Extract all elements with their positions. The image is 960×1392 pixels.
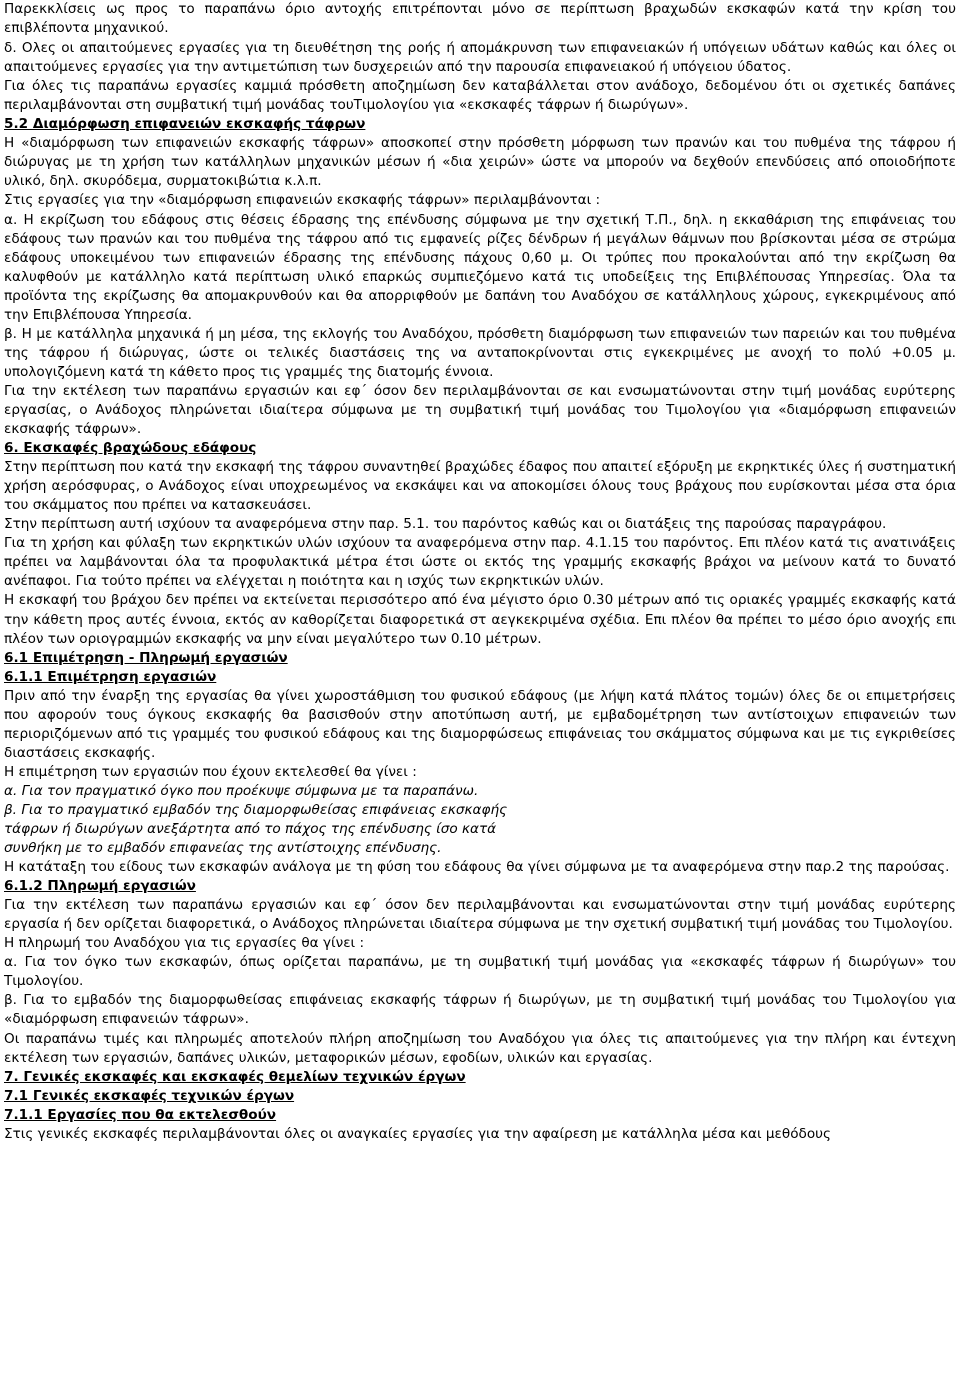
paragraph: Η κατάταξη του είδους των εκσκαφών ανάλογα με τη φύση του εδάφους θα γίνει σύμφωνα με τα αναφερόμενα στην παρ.2 της παρούσας. [4, 859, 950, 876]
subsection-heading: 7.1.1 Εργασίες που θα εκτελεσθούν [4, 1106, 277, 1123]
paragraph: Στις εργασίες για την «διαμόρφωση επιφανειών εκσκαφής τάφρων» περιλαμβάνονται : [4, 192, 601, 209]
paragraph: β. Η με κατάλληλα μηχανικά ή μη μέσα, της εκλογής του Αναδόχου, πρόσθετη διαμόρφωση των επιφανειών των παρειών και του πυθμένα της τάφρου ή διώρυγας, ώστε οι τελικές διαστάσεις της να ανταποκρίνονται στις εγκεκριμένες με ανοχή το πολύ +0.05 μ. υπολογιζόμενη κατά τη κάθετο προς τις γραμμές της διατομής έννοια. [4, 325, 956, 380]
paragraph: α. Η εκρίζωση του εδάφους στις θέσεις έδρασης της επένδυσης σύμφωνα με την σχετική Τ.Π., δηλ. η εκκαθάριση της επιφάνειας του εδάφους των πρανών και του πυθμένα της τάφρου από τις εμφανείς ρίζες δένδρων ή μεγάλων θάμνων που βρίσκονται μέσα σε στρώμα εδάφους υποκειμένου των επιφανειών έδρασης της επένδυσης πάχους 0,60 μ. Οι τρύπες που προκαλούνται από την εκρίζωση θα καλυφθούν με κατάλληλο κατά περίπτωση υλικό επαρκώς συμπιεζόμενο κατά τις υποδείξεις της Επιβλέπουσας Υπηρεσίας. Όλα τα προϊόντα της εκρίζωσης θα απομακρυνθούν και θα απορριφθούν με δαπάνη του Αναδόχου σε κατάλληλους χώρους, εγκεκριμένους από την Επιβλέπουσα Υπηρεσία. [4, 211, 956, 323]
section-heading: 6. Εκσκαφές βραχώδους εδάφους [4, 440, 257, 457]
italic-line: τάφρων ή διωρύγων ανεξάρτητα από το πάχος της επένδυσης ίσο κατά [4, 821, 497, 838]
paragraph: Για την εκτέλεση των παραπάνω εργασιών και εφ΄ όσον δεν περιλαμβάνονται και ενσωματώνονται στην τιμή μονάδας ευρύτερης εργασία ή δεν ορίζεται διαφορετικά, ο Ανάδοχος πληρώνεται ιδιαίτερα σύμφωνα με την σχετική συμβατική τιμή μονάδας του Τιμολογίου. [4, 897, 956, 933]
paragraph: β. Για το εμβαδόν της διαμορφωθείσας επιφάνειας εκσκαφής τάφρων ή διωρύγων, με τη συμβατική τιμή μονάδας του Τιμολογίου για «διαμόρφωση επιφανειών τάφρων». [4, 992, 956, 1028]
subsection-heading: 6.1.1 Επιμέτρηση εργασιών [4, 668, 217, 685]
paragraph: Για την εκτέλεση των παραπάνω εργασιών και εφ΄ όσον δεν περιλαμβάνονται σε και ενσωματώνονται στην τιμή μονάδας ευρύτερης εργασίας, ο Ανάδοχος πληρώνεται ιδιαίτερα σύμφωνα με τη συμβατική τιμή μονάδας του Τιμολογίου για «διαμόρφωση επιφανειών εκσκαφής τάφρων». [4, 382, 956, 438]
paragraph: α. Για τον όγκο των εκσκαφών, όπως ορίζεται παραπάνω, με τη συμβατική τιμή μονάδας για «εκσκαφές τάφρων ή διωρύγων» του Τιμολογίου. [4, 954, 956, 990]
paragraph: δ. Ολες οι απαιτούμενες εργασίες για τη διευθέτηση της ροής ή απομάκρυνση των επιφανειακών ή υπόγειων υδάτων καθώς και όλες οι απαιτούμενες εργασίες για την αντιμετώπιση των δυσχερειών από την παρουσία επιφανειακού ή υπόγειου ύδατος. [4, 40, 956, 76]
section-heading: 7.1 Γενικές εκσκαφές τεχνικών έργων [4, 1087, 295, 1104]
italic-line: α. Για τον πραγματικό όγκο που προέκυψε σύμφωνα με τα παραπάνω. [4, 782, 479, 799]
section-heading: 5.2 Διαμόρφωση επιφανειών εκσκαφής τάφρων [4, 116, 366, 133]
italic-line: β. Για το πραγματικό εμβαδόν της διαμορφωθείσας επιφάνειας εκσκαφής [4, 801, 508, 818]
paragraph: Για τη χρήση και φύλαξη των εκρηκτικών υλών ισχύουν τα αναφερόμενα στην παρ. 4.1.15 του παρόντος. Επι πλέον κατά τις ανατινάξεις πρέπει να λαμβάνονται όλα τα προφυλακτικά μέτρα έτσι ώστε οι εκτός της γραμμής εκσκαφής βράχοι να μείνουν κατά το δυνατό ανέπαφοι. Για τούτο πρέπει να ελέγχεται η ποιότητα και η ισχύς των εκρηκτικών υλών. [4, 535, 956, 590]
paragraph: Η «διαμόρφωση των επιφανειών εκσκαφής τάφρων» αποσκοπεί στην πρόσθετη μόρφωση των πρανών και του πυθμένα της τάφρου ή διώρυγας με τη χρήση των κατάλληλων μηχανικών μέσων ή «δια χειρών» ώστε να μπορούν να δεχθούν επενδύσεις από οποιοδήποτε υλικό, δηλ. σκυρόδεμα, συρματοκιβώτια κ.λ.π. [4, 135, 956, 190]
paragraph: Η εκσκαφή του βράχου δεν πρέπει να εκτείνεται περισσότερο από ένα μέγιστο όριο 0.30 μέτρων από τις οριακές γραμμές εκσκαφής κατά την κάθετη προς αυτές έννοια, εκτός αν καθορίζεται διαφορετικά στ αεγκεκριμένα σχέδια. Επι πλέον θα πρέπει το μέσο όριο ανοχής επι πλέον των οριογραμμών εκσκαφής να μην είναι μεγαλύτερο των 0.10 μέτρων. [4, 592, 956, 647]
paragraph: Για όλες τις παραπάνω εργασίες καμμιά πρόσθετη αποζημίωση δεν καταβάλλεται στον ανάδοχο, δεδομένου ότι οι σχετικές δαπάνες περιλαμβάνονται στη συμβατική τιμή μονάδας τουΤιμολογίου για «εκσκαφές τάφρων ή διωρύγων». [4, 78, 956, 114]
paragraph: Στην περίπτωση που κατά την εκσκαφή της τάφρου συναντηθεί βραχώδες έδαφος που απαιτεί εξόρυξη με εκρηκτικές ύλες ή συστηματική χρήση αερόσφυρας, ο Ανάδοχος είναι υποχρεωμένος να εκσκάψει και να αποκομίσει όλους τους βράχους που ευρίσκονται μέσα στα όρια του σκάμματος που πρέπει να κατασκευάσει. [4, 459, 956, 514]
section-heading: 7. Γενικές εκσκαφές και εκσκαφές θεμελίων τεχνικών έργων [4, 1068, 466, 1085]
paragraph: Οι παραπάνω τιμές και πληρωμές αποτελούν πλήρη αποζημίωση του Αναδόχου για όλες τις απαιτούμενες για την πλήρη και έντεχνη εκτέλεση των εργασιών, δαπάνες υλικών, μεταφορικών μέσων, εφοδίων, υλικών και εργασίας. [4, 1030, 956, 1066]
paragraph: Η πληρωμή του Αναδόχου για τις εργασίες θα γίνει : [4, 935, 365, 952]
paragraph: Στην περίπτωση αυτή ισχύουν τα αναφερόμενα στην παρ. 5.1. του παρόντος καθώς και οι διατάξεις της παρούσας παραγράφου. [4, 516, 887, 533]
paragraph: Πριν από την έναρξη της εργασίας θα γίνει χωροστάθμιση του φυσικού εδάφους (με λήψη κατά πλάτος τομών) όλες δε οι επιμετρήσεις που αφορούν τους όγκους εκσκαφής θα βασισθούν στην αποτύπωση αυτή, με εμβαδομέτρηση των αντίστοιχων επιφανειών των περιοριζόμενων από τις γραμμές του φυσικού εδάφους και της διαμορφώσεως επιφάνειας του σκάμματος σύμφωνα και με τις εγκριθείσες διαστάσεις εκσκαφής. [4, 687, 956, 761]
paragraph: Στις γενικές εκσκαφές περιλαμβάνονται όλες οι αναγκαίες εργασίες για την αφαίρεση με κατάλληλα μέσα και μεθόδους [4, 1125, 831, 1142]
paragraph: Η επιμέτρηση των εργασιών που έχουν εκτελεσθεί θα γίνει : [4, 763, 417, 780]
section-heading: 6.1 Επιμέτρηση - Πληρωμή εργασιών [4, 649, 288, 666]
italic-line: συνθήκη με το εμβαδόν επιφανείας της αντίστοιχης επένδυσης. [4, 840, 442, 857]
subsection-heading: 6.1.2 Πληρωμή εργασιών [4, 878, 196, 895]
document-page [4, 0, 956, 1144]
paragraph: Παρεκκλίσεις ως προς το παραπάνω όριο αντοχής επιτρέπονται μόνο σε περίπτωση βραχωδών εκσκαφών κατά την κρίση του επιβλέποντα μηχανικού. [4, 1, 956, 37]
